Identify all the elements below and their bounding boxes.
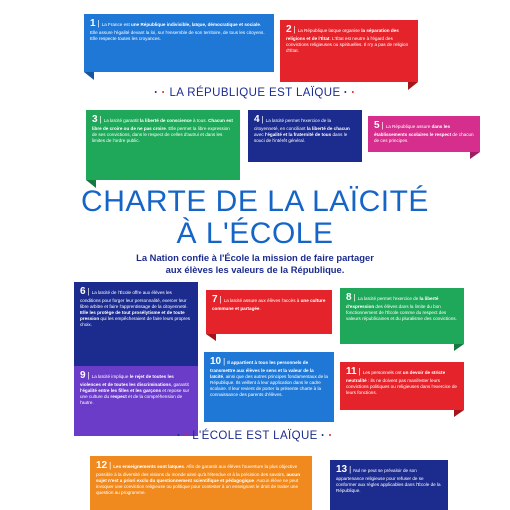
section-title-school: • • L'ÉCOLE EST LAÏQUE • • [177,430,333,442]
article-number: 2 [286,24,292,35]
ribbon-fold [206,334,216,341]
article-10-card: 10 | Il appartient à tous les personnels de transmettre aux élèves le sens et la valeur de la laïcité, ainsi que des autres principes fondamentaux de la République. Ils veillent à leur application dans le cadre scolaire. Il leur revient de porter la présente charte à la connaissance des parents d'élèves. [204,352,334,422]
article-4-card: 4 | La laïcité permet l'exercice de la citoyenneté, en conciliant la liberté de chacun avec l'égalité et la fraternité de tous dans le souci de l'intérêt général. [248,110,362,162]
article-number: 10 [210,356,222,367]
article-text: La laïcité garantit la liberté de conscience à tous. Chacun est libre de croire ou de ne pas croire. Elle permet la libre expression de ses convictions, dans le respect de celles d'autrui et dans les limites de l'ordre public. [92,118,233,143]
article-text: La laïcité de l'École offre aux élèves les conditions pour forger leur personnalité, exercer leur libre arbitre et faire l'apprentissage de la citoyenneté. Elle les protège de tout prosélytisme et de toute pression qui les empêcheraient de faire leurs propres choix. [80,290,191,327]
article-text: Les enseignements sont laïques. Afin de garantir aux élèves l'ouverture la plus objective possible à la diversité des visions du monde ainsi qu'à l'étendue et à la précision des savoirs, aucun sujet n'est a priori exclu du questionnement scientifique et pédagogique. Aucun élève ne peut invoquer une conviction religieuse ou politique pour contester à un enseignant le droit de traiter une question au programme. [96,464,300,495]
article-7-card: 7 | La laïcité assure aux élèves l'accès à une culture commune et partagée. [206,290,332,334]
article-text: La République assure dans les établissements scolaires le respect de chacun de ces principes. [374,124,474,143]
article-13-card: 13 | Nul ne peut se prévaloir de son appartenance religieuse pour refuser de se conformer aux règles applicables dans l'École de la République. [330,460,448,510]
article-text: Les personnels ont un devoir de stricte neutralité : ils ne doivent pas manifester leurs convictions politiques ou religieuses dans l'exercice de leurs fonctions. [346,370,457,395]
article-6-card: 6 | La laïcité de l'École offre aux élèves les conditions pour forger leur personnalité, exercer leur libre arbitre et faire l'apprentissage de la citoyenneté. Elle les protège de tout prosélytisme et de toute pression qui les empêcheraient de faire leurs propres choix. [74,282,198,370]
article-number: 6 [80,286,86,297]
article-number: 8 [346,292,352,303]
article-number: 13 [336,464,348,475]
article-text: Il appartient à tous les personnels de transmettre aux élèves le sens et la valeur de la laïcité, ainsi que des autres principes fondamentaux de la République. Ils veillent à leur application dans le cadre scolaire. Il leur revient de porter la présente charte à la connaissance des parents d'élèves. [210,360,328,397]
article-number: 3 [92,114,98,125]
article-11-card: 11 | Les personnels ont un devoir de stricte neutralité : ils ne doivent pas manifester leurs convictions politiques ou religieuses dans l'exercice de leurs fonctions. [340,362,464,410]
article-text: La laïcité permet l'exercice de la citoyenneté, en conciliant la liberté de chacun avec l'égalité et la fraternité de tous dans le souci de l'intérêt général. [254,118,350,143]
article-2-card: 2 | La République laïque organise la séparation des religions et de l'État. L'État est neutre à l'égard des convictions religieuses ou spirituelles. Il n'y a pas de religion d'État. [280,20,418,82]
article-text: La laïcité permet l'exercice de la liberté d'expression des élèves dans la limite du bon fonctionnement de l'École comme du respect des valeurs républicaines et du pluralisme des convictions. [346,296,457,321]
article-text: Nul ne peut se prévaloir de son appartenance religieuse pour refuser de se conformer aux règles applicables dans l'École de la République. [336,468,441,493]
ribbon-fold [470,152,480,159]
article-number: 12 [96,460,108,471]
article-number: 7 [212,294,218,305]
article-number: 4 [254,114,260,125]
article-number: 9 [80,370,86,381]
subtitle: La Nation confie à l'École la mission de faire partager aux élèves les valeurs de la République. [136,252,374,275]
ribbon-fold [454,344,464,351]
article-12-card: 12 | Les enseignements sont laïques. Afin de garantir aux élèves l'ouverture la plus objective possible à la diversité des visions du monde ainsi qu'à l'étendue et à la précision des savoirs, aucun sujet n'est a priori exclu du questionnement scientifique et pédagogique. Aucun élève ne peut invoquer une conviction religieuse ou politique pour contester à un enseignant le droit de traiter une question au programme. [90,456,312,510]
ribbon-fold [454,410,464,417]
article-1-card: 1 | La France est une République indivisible, laïque, démocratique et sociale. Elle assure l'égalité devant la loi, sur l'ensemble de son territoire, de tous les citoyens. Elle respecte toutes les croyances. [84,14,274,72]
article-3-card: 3 | La laïcité garantit la liberté de conscience à tous. Chacun est libre de croire ou de ne pas croire. Elle permet la libre expression de ses convictions, dans le respect de celles d'autrui et dans les limites de l'ordre public. [86,110,240,180]
ribbon-fold [84,72,94,80]
page-title: CHARTE DE LA LAÏCITÉ À L'ÉCOLE [81,185,429,251]
article-5-card: 5 | La République assure dans les établissements scolaires le respect de chacun de ces principes. [368,116,480,152]
article-8-card: 8 | La laïcité permet l'exercice de la liberté d'expression des élèves dans la limite du bon fonctionnement de l'École comme du respect des valeurs républicaines et du pluralisme des convictions. [340,288,464,344]
article-number: 1 [90,18,96,29]
article-number: 5 [374,120,380,131]
article-text: La laïcité assure aux élèves l'accès à une culture commune et partagée. [212,298,326,311]
article-text: La laïcité implique le rejet de toutes les violences et de toutes les discriminations, garantit l'égalité entre les filles et les garçons et repose sur une culture du respect et de la compréhension de l'autre. [80,374,190,405]
article-text: La République laïque organise la séparation des religions et de l'État. L'État est neutre à l'égard des convictions religieuses ou spirituelles. Il n'y a pas de religion d'État. [286,28,409,53]
article-9-card: 9 | La laïcité implique le rejet de toutes les violences et de toutes les discriminations, garantit l'égalité entre les filles et les garçons et repose sur une culture du respect et de la compréhension de l'autre. [74,366,198,436]
section-title-republic: • • LA RÉPUBLIQUE EST LAÏQUE • • [154,87,356,99]
article-text: La France est une République indivisible, laïque, démocratique et sociale. Elle assure l'égalité devant la loi, sur l'ensemble de son territoire, de tous les citoyens. Elle respecte toutes les croyances. [90,22,265,41]
article-number: 11 [346,366,357,377]
